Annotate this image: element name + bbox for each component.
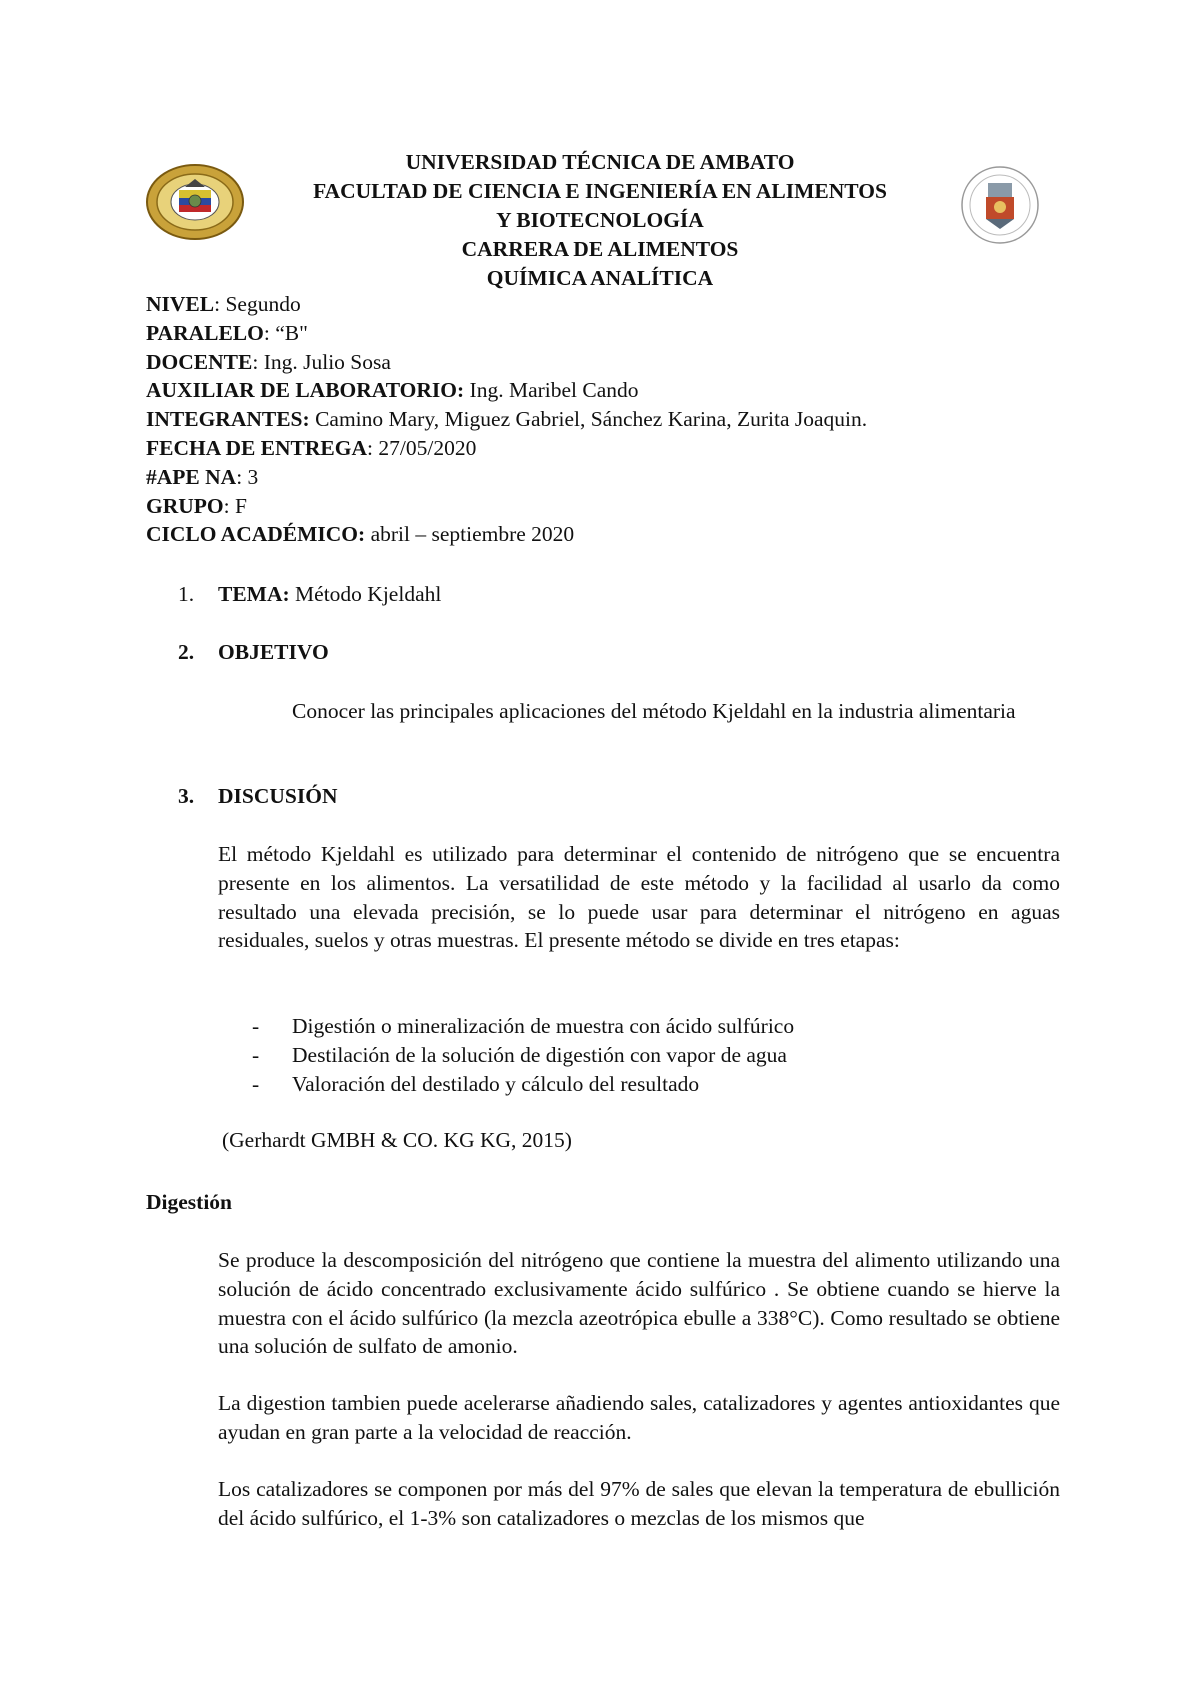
bullet-dash: - [252,1043,260,1067]
meta-label: GRUPO [146,493,224,518]
meta-row-level [146,290,1066,319]
meta-row-parallel [146,319,1066,348]
topic-value: Método Kjeldahl [295,582,442,606]
list-item-text: Valoración del destilado y cálculo del resultado [292,1072,700,1096]
list-item-text: Destilación de la solución de digestión con vapor de agua [292,1043,787,1067]
meta-value: Camino Mary, Miguez Gabriel, Sánchez Karina, Zurita Joaquin. [315,407,868,432]
meta-separator: : [214,292,226,316]
meta-label: CICLO ACADÉMICO: [146,522,366,547]
discussion-text: El método Kjeldahl es utilizado para determinar el contenido de nitrógeno que se encuentra presente en los alimentos. La versatilidad de este método y la facilidad al usarlo da como resultado una elevada precisión, se lo puede usar para determinar el nitrógeno en aguas residuales, suelos y otras muestras. El presente método se divide en tres etapas: [218,842,1060,953]
section-label: TEMA: [218,582,290,606]
list-item [252,1070,794,1099]
meta-separator: : [367,435,379,460]
meta-value: 27/05/2020 [378,435,477,460]
objective-text: Conocer las principales aplicaciones del método Kjeldahl en la industria alimentaria [292,699,1016,723]
list-item-text: Digestión o mineralización de muestra con ácido sulfúrico [292,1014,795,1038]
faculty-name: FACULTAD DE CIENCIA E INGENIERÍA EN ALIMENTOS [313,179,887,203]
section-label: DISCUSIÓN [218,784,338,808]
meta-label: INTEGRANTES: [146,407,310,432]
meta-label: FECHA DE ENTREGA [146,435,368,460]
section-label: OBJETIVO [218,640,329,664]
meta-separator: : [223,493,235,518]
section-topic [178,582,441,607]
section-objective-heading [178,640,329,665]
meta-value: abril – septiembre 2020 [370,522,575,547]
section-number: 3. [178,784,195,808]
faculty-name-cont: Y BIOTECNOLOGÍA [496,208,704,232]
bullet-dash: - [252,1072,260,1096]
meta-separator: : [252,349,264,374]
meta-label: AUXILIAR DE LABORATORIO: [146,378,465,403]
citation: (Gerhardt GMBH & CO. KG KG, 2015) [222,1128,572,1152]
meta-value: “B" [275,320,308,345]
meta-row-lab-assistant [146,376,1066,405]
digestion-paragraph-2: La digestion tambien puede acelerarse añadiendo sales, catalizadores y agentes antioxidantes que ayudan en gran parte a la velocidad de reacción. [218,1391,1060,1444]
bullet-dash: - [252,1014,260,1038]
digestion-heading: Digestión [146,1190,232,1214]
meta-separator: : [263,320,276,345]
list-item [252,1012,794,1041]
meta-separator: : [236,464,248,489]
meta-row-members [146,405,1066,434]
meta-value: Segundo [225,292,301,316]
section-number: 2. [178,640,195,664]
university-seal-logo [145,163,245,241]
university-name: UNIVERSIDAD TÉCNICA DE AMBATO [405,150,795,174]
meta-row-group [146,492,1066,521]
meta-value: Ing. Maribel Cando [469,378,639,403]
digestion-paragraph-1: Se produce la descomposición del nitrógeno que contiene la muestra del alimento utilizando una solución de ácido concentrado exclusivamente ácido sulfúrico . Se obtiene cuando se hierve la muestra con el ácido sulfúrico (la mezcla azeotrópica ebulle a 338°C). Como resultado se obtiene una solución de sulfato de amonio. [218,1248,1060,1359]
section-number: 1. [178,582,195,606]
meta-row-teacher [146,348,1066,377]
career-name: CARRERA DE ALIMENTOS [461,237,739,261]
digestion-paragraph-3: Los catalizadores se componen por más del 97% de sales que elevan la temperatura de ebullición del ácido sulfúrico, el 1-3% son catalizadores o mezclas de los mismos que [218,1477,1060,1530]
report-metadata [146,290,1066,549]
meta-label: PARALELO [146,320,264,345]
meta-label: DOCENTE [146,349,253,374]
stages-list [252,1012,794,1099]
meta-value: Ing. Julio Sosa [263,349,391,374]
meta-label: #APE NA [146,464,237,489]
section-discussion-heading [178,784,337,809]
meta-value: F [235,493,247,518]
meta-row-academic-cycle [146,520,1066,549]
meta-label: NIVEL [146,292,215,316]
list-item [252,1041,794,1070]
subject-name: QUÍMICA ANALÍTICA [486,266,714,290]
faculty-seal-logo [960,163,1040,247]
meta-value: 3 [247,464,259,489]
meta-row-ape-number [146,463,1066,492]
meta-row-due-date [146,434,1066,463]
institution-header [260,148,940,293]
